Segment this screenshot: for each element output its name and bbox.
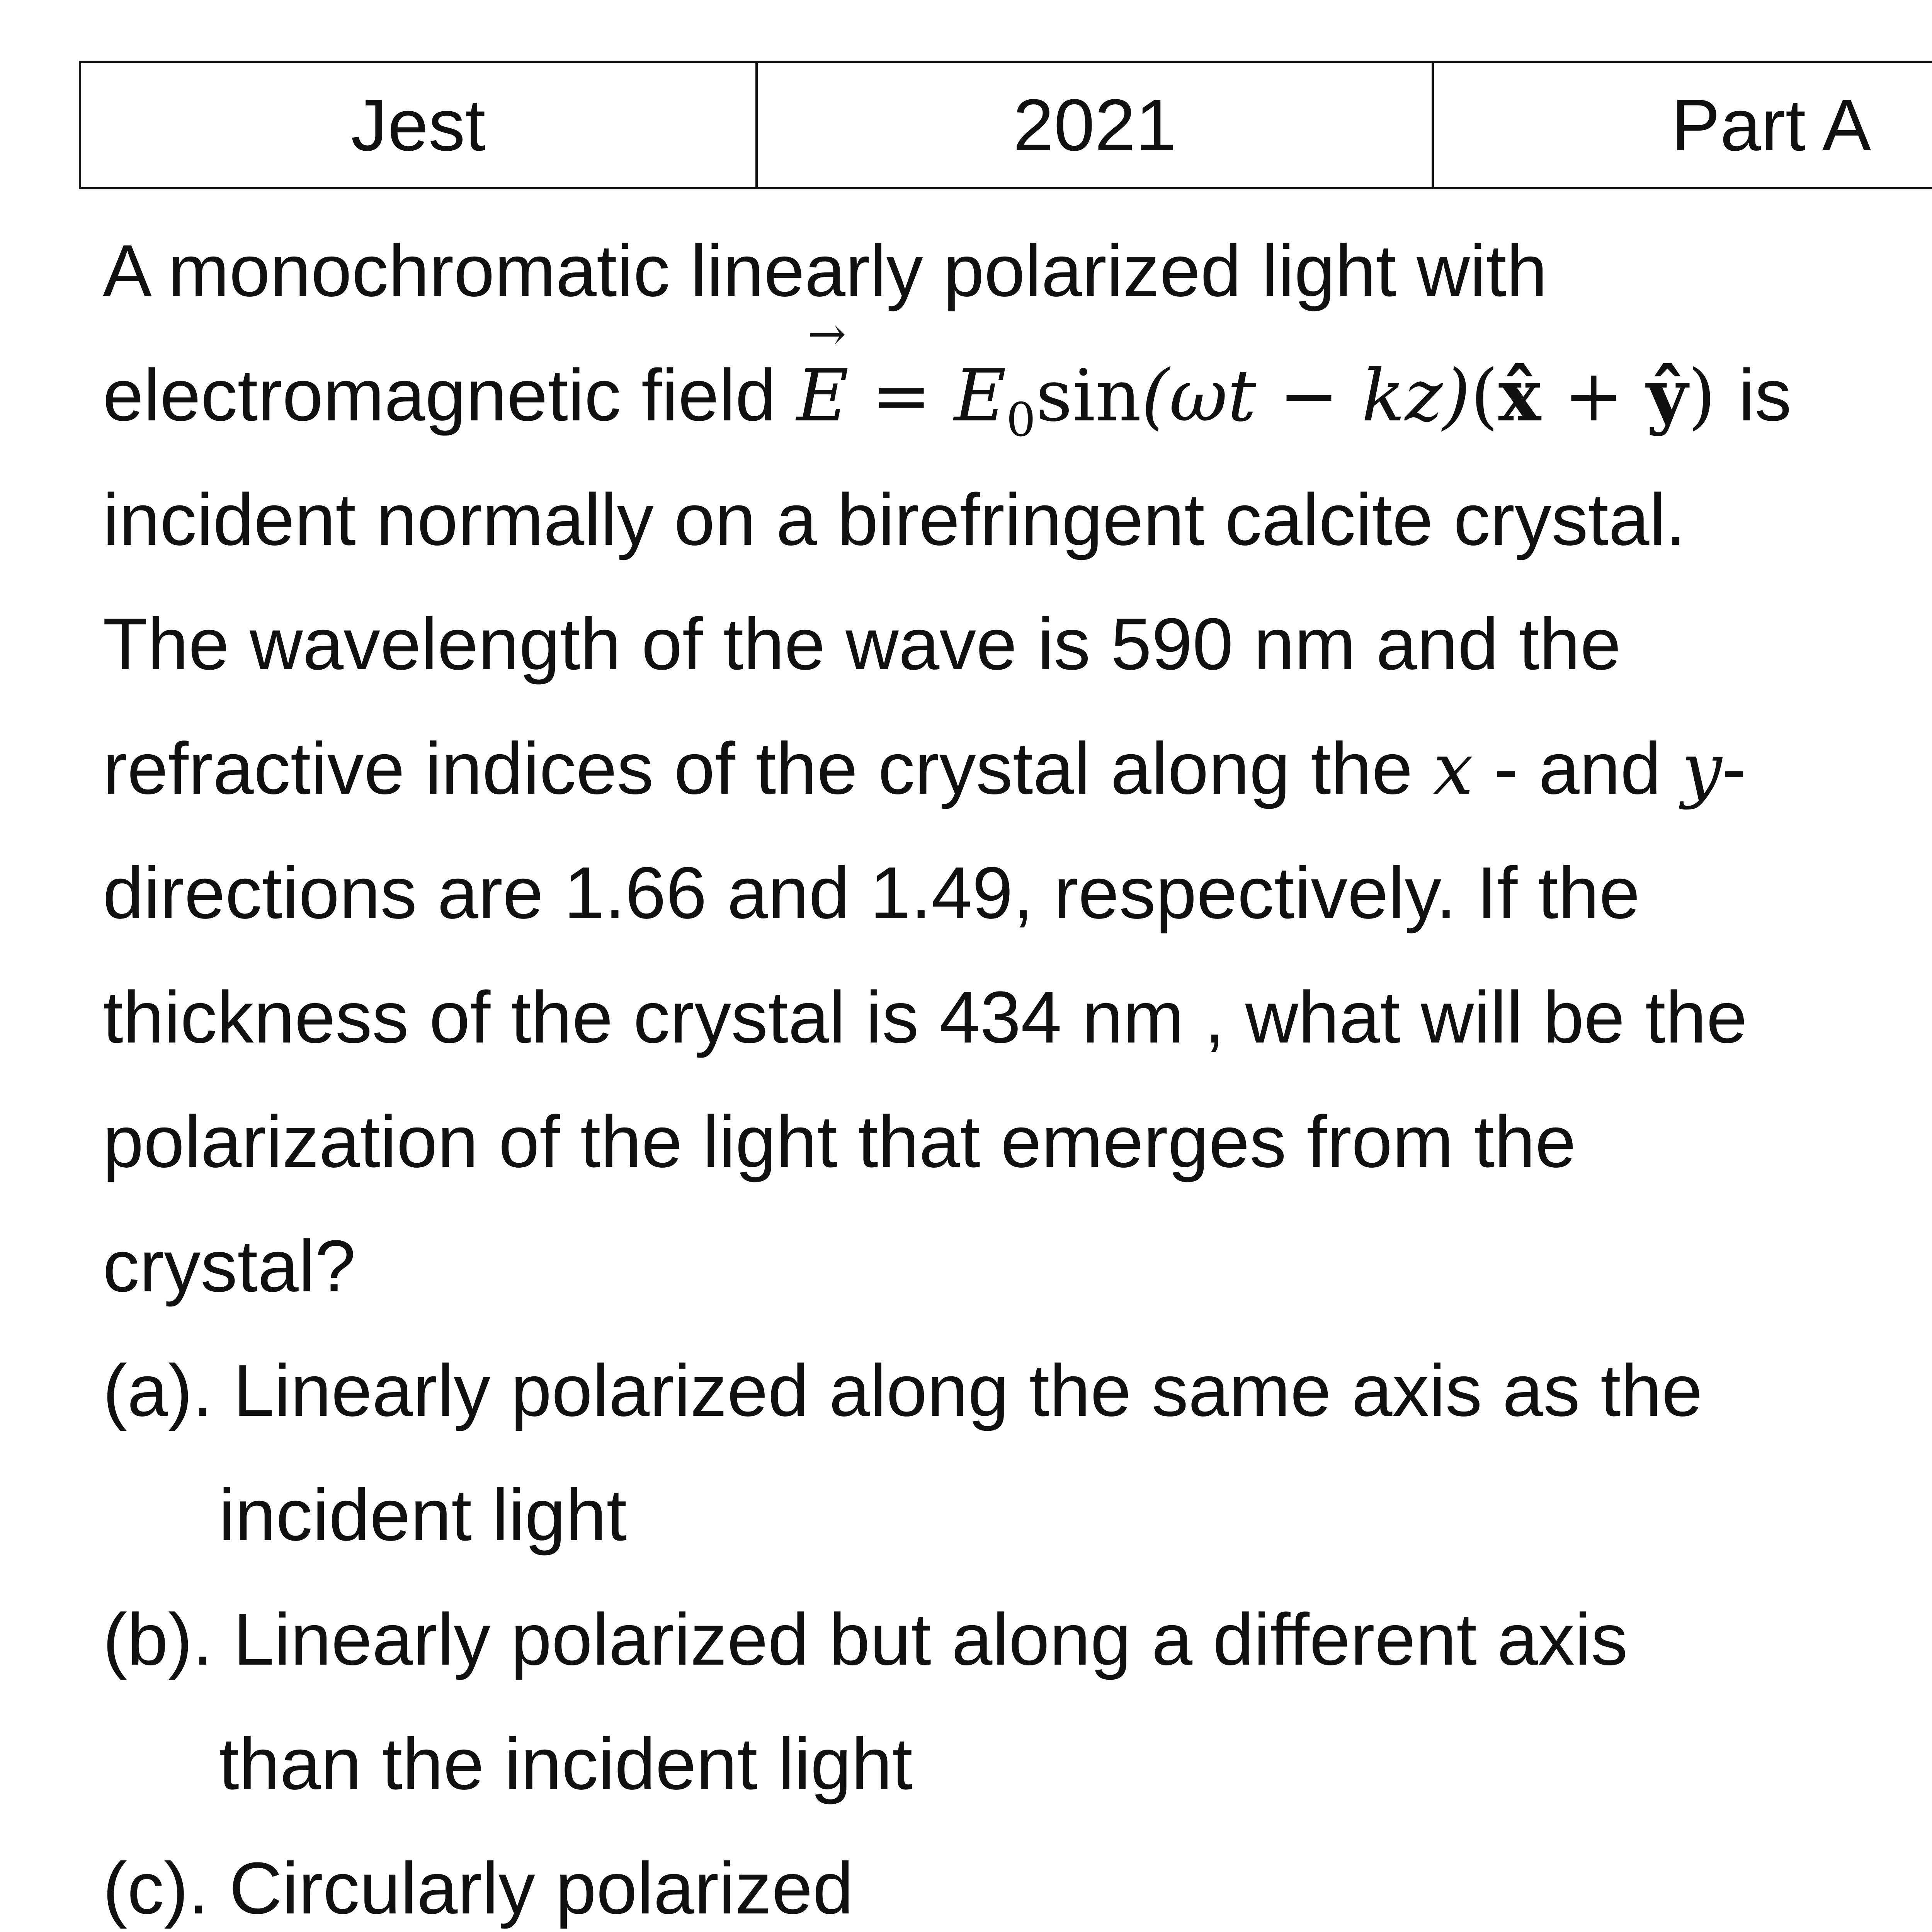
sine-function: sin bbox=[1036, 354, 1141, 437]
equals-sign: = bbox=[871, 354, 932, 437]
plus-sign: + bbox=[1563, 354, 1624, 437]
option-b-label: (b). bbox=[103, 1599, 213, 1680]
option-c-line-1 bbox=[103, 1826, 1932, 1932]
y-unit-vector: ŷ bbox=[1646, 353, 1688, 437]
x-variable: x bbox=[1433, 727, 1474, 811]
question-body bbox=[103, 209, 1932, 1932]
x-unit-vector: x̂ bbox=[1498, 353, 1541, 437]
option-a[interactable] bbox=[103, 1328, 1932, 1577]
close-paren: ) bbox=[1688, 354, 1716, 437]
option-a-line-1 bbox=[103, 1328, 1932, 1453]
option-b[interactable] bbox=[103, 1577, 1932, 1826]
amplitude-symbol: E bbox=[954, 354, 1007, 437]
header-part-cell: Part A bbox=[1433, 62, 1932, 188]
open-paren: ( bbox=[1470, 354, 1498, 437]
header-row bbox=[80, 62, 1932, 188]
amplitude-subscript: 0 bbox=[1006, 393, 1036, 447]
sine-argument: (ωt − kz) bbox=[1141, 354, 1471, 437]
header-exam-cell: Jest bbox=[80, 62, 757, 188]
option-a-label: (a). bbox=[103, 1350, 213, 1432]
question-line-2-text: electromagnetic field bbox=[103, 354, 776, 436]
vector-arrow-icon: → bbox=[807, 307, 847, 361]
electric-field-symbol: E bbox=[796, 354, 849, 437]
question-line-6: directions are 1.66 and 1.49, respectively. If the bbox=[103, 852, 1640, 934]
question-line-7: thickness of the crystal is 434 nm , what will be the bbox=[103, 976, 1747, 1058]
question-line-5-c: - bbox=[1722, 728, 1747, 810]
field-equation bbox=[796, 307, 1738, 447]
question-line-5 bbox=[103, 706, 1932, 831]
header-table bbox=[79, 61, 1932, 189]
option-b-line-1 bbox=[103, 1577, 1932, 1702]
option-c[interactable] bbox=[103, 1826, 1932, 1932]
question-line-4: The wavelength of the wave is 590 nm and the bbox=[103, 603, 1621, 685]
question-line-3: incident normally on a birefringent calcite crystal. bbox=[103, 479, 1686, 561]
option-a-line-2: incident light bbox=[219, 1474, 627, 1556]
question-line-2 bbox=[103, 307, 1932, 457]
question-line-1: A monochromatic linearly polarized light with bbox=[103, 230, 1548, 312]
option-a-text: Linearly polarized along the same axis as the bbox=[233, 1350, 1703, 1432]
question-line-2-tail: is bbox=[1738, 354, 1792, 436]
y-variable: y bbox=[1681, 727, 1722, 811]
option-b-text: Linearly polarized but along a different axis bbox=[233, 1599, 1628, 1680]
question-line-5-a: refractive indices of the crystal along the bbox=[103, 728, 1413, 810]
question-line-8: polarization of the light that emerges from the bbox=[103, 1101, 1576, 1183]
option-c-text: Circularly polarized bbox=[229, 1847, 854, 1929]
header-year-cell: 2021 bbox=[757, 62, 1433, 188]
answer-options bbox=[103, 1328, 1932, 1932]
electric-field-vector bbox=[796, 307, 849, 458]
option-b-line-2: than the incident light bbox=[219, 1723, 913, 1805]
question-line-9: crystal? bbox=[103, 1225, 356, 1307]
question-line-5-b: - and bbox=[1493, 728, 1662, 810]
option-c-label: (c). bbox=[103, 1847, 209, 1929]
